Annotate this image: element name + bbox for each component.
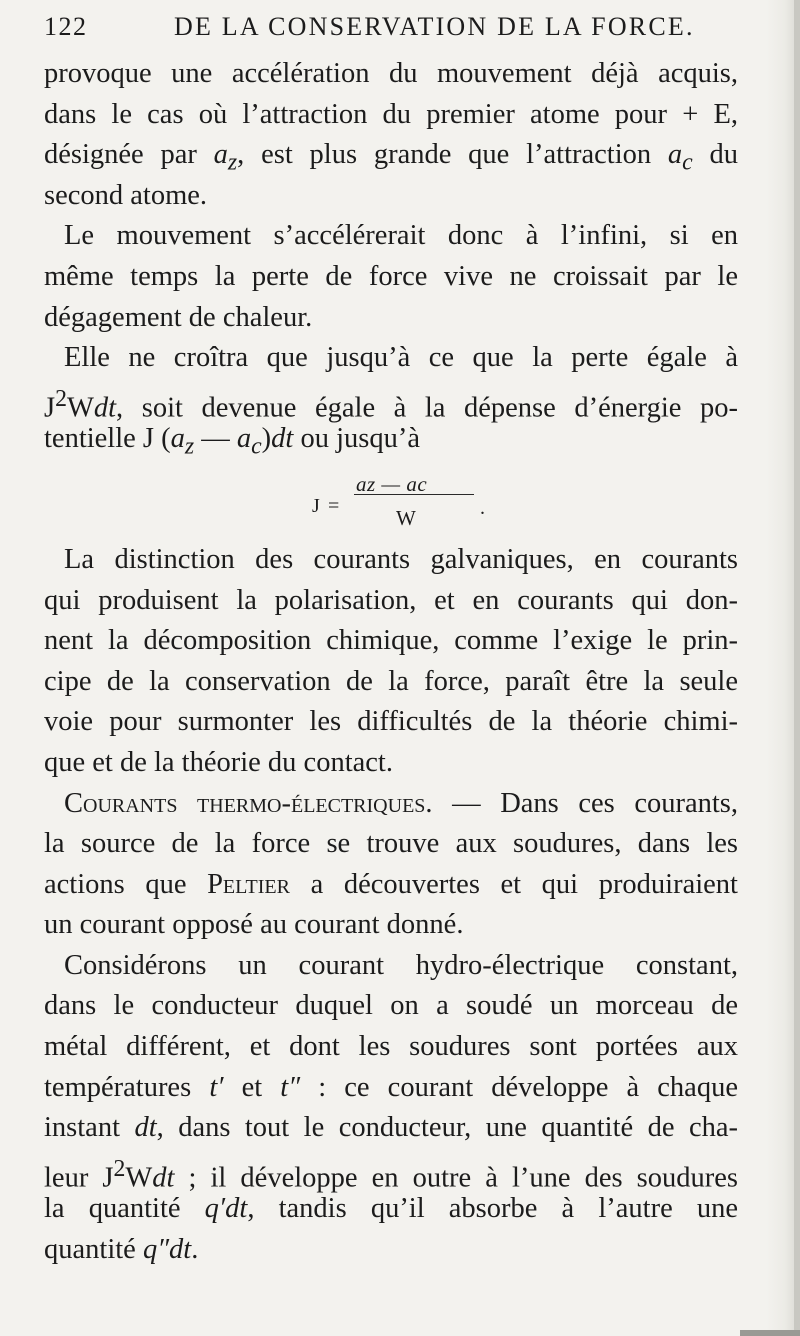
symbol-q-double-prime-dt: q″dt — [142, 1234, 192, 1266]
formula-lhs: J — [312, 494, 320, 517]
symbol-a: a — [236, 423, 252, 455]
text-run: a découvertes et qui produiraient — [289, 868, 738, 900]
formula-period: . — [480, 496, 485, 519]
symbol-t-prime: t′ — [209, 1071, 224, 1103]
page-number: 122 — [44, 12, 88, 41]
text-run: — — [194, 423, 237, 455]
text-line: Considérons un courant hydro-électrique constant, — [64, 949, 738, 981]
text-line: un courant opposé au courant donné. — [44, 909, 464, 941]
text-run: W — [66, 392, 94, 424]
symbol-dt: dt — [271, 423, 294, 455]
text-line — [44, 1108, 738, 1149]
bottom-edge — [740, 1330, 800, 1336]
symbol-a: a — [170, 423, 185, 455]
text-run: , soit devenue égale à la dépense d’énergie po- — [116, 392, 738, 424]
text-line: Le mouvement s’accélérerait donc à l’infini, si en — [64, 220, 738, 252]
text-run: ou jusqu’à — [293, 423, 420, 455]
text-line — [44, 1068, 738, 1109]
subscript-z: z — [227, 149, 238, 176]
text-line: dans le conducteur duquel on a soudé un morceau de — [44, 990, 738, 1022]
symbol-a: a — [213, 139, 228, 171]
subscript-c: c — [682, 149, 693, 176]
text-line: La distinction des courants galvaniques, en courants — [64, 543, 738, 575]
text-run: ; il développe en outre à l’une des soudures — [174, 1162, 738, 1194]
text-line: dans le cas où l’attraction du premier atome pour + E, — [44, 98, 738, 130]
text-line: voie pour surmonter les difficultés de la théorie chimi- — [44, 706, 738, 738]
formula-equals: = — [328, 494, 340, 517]
text-run: la quantité — [44, 1193, 205, 1225]
text-run: leur J — [44, 1162, 114, 1194]
text-run: ) — [261, 423, 272, 455]
text-line: qui produisent la polarisation, et en courants qui don- — [44, 584, 738, 616]
symbol-a: a — [667, 139, 683, 171]
text-line: nent la décomposition chimique, comme l’exige le prin- — [44, 625, 738, 657]
symbol-dt: dt — [134, 1112, 157, 1144]
text-run: , dans tout le conducteur, une quantité de cha- — [156, 1112, 738, 1144]
text-run: et — [223, 1071, 281, 1103]
text-line — [44, 379, 738, 424]
text-line: Elle ne croîtra que jusqu’à ce que la perte égale à — [64, 342, 738, 374]
symbol-dt: dt — [93, 392, 117, 424]
text-line: dégagement de chaleur. — [44, 301, 313, 333]
text-run: , est plus grande que l’attraction — [237, 139, 668, 171]
text-run: quantité — [44, 1234, 143, 1266]
text-line — [44, 784, 738, 825]
text-line: provoque une accélération du mouvement déjà acquis, — [44, 58, 738, 89]
text-line: second atome. — [44, 179, 208, 211]
symbol-t-double-prime: t″ — [280, 1071, 301, 1103]
superscript-2: 2 — [55, 385, 67, 412]
text-line — [44, 419, 738, 460]
text-run: désignée par — [44, 139, 214, 171]
formula-denominator: W — [396, 505, 416, 530]
section-heading: Courants thermo-électriques. — [64, 787, 433, 819]
text-line: la source de la force se trouve aux soudures, dans les — [44, 828, 738, 860]
running-head: DE LA CONSERVATION DE LA FORCE. — [174, 12, 695, 41]
text-run: : ce courant développe à chaque — [300, 1071, 738, 1103]
text-run: W — [125, 1162, 153, 1194]
text-run: , tandis qu’il absorbe à l’autre une — [247, 1193, 739, 1225]
body-text — [44, 54, 738, 1271]
text-line — [44, 865, 738, 906]
text-run: du — [692, 139, 738, 171]
text-run: J — [44, 392, 56, 424]
subscript-c: c — [251, 434, 262, 461]
text-line: même temps la perte de force vive ne croissait par le — [44, 260, 738, 292]
text-run: actions que — [44, 868, 208, 900]
symbol-dt: dt — [152, 1162, 175, 1194]
text-line: que et de la théorie du contact. — [44, 746, 393, 778]
formula — [44, 466, 738, 540]
text-line — [44, 135, 738, 176]
text-run: instant — [44, 1112, 135, 1144]
page-header — [44, 12, 730, 46]
text-line: cipe de la conservation de la force, paraît être la seule — [44, 665, 738, 697]
text-line — [44, 1189, 738, 1230]
text-run: — Dans ces courants, — [432, 787, 738, 819]
text-line — [44, 1149, 738, 1194]
formula-numerator: az — ac — [356, 471, 428, 496]
text-run: tentielle J ( — [44, 423, 171, 455]
symbol-q-prime-dt: q′dt — [204, 1193, 248, 1225]
fraction-bar — [354, 494, 474, 495]
text-run: . — [191, 1234, 199, 1266]
text-run: températures — [44, 1071, 210, 1103]
superscript-2: 2 — [113, 1155, 126, 1182]
page-edge-shadow — [794, 0, 800, 1336]
person-name: Peltier — [207, 868, 290, 900]
text-line — [44, 1230, 738, 1271]
subscript-z: z — [184, 434, 195, 461]
text-line: métal différent, et dont les soudures sont portées aux — [44, 1031, 738, 1063]
